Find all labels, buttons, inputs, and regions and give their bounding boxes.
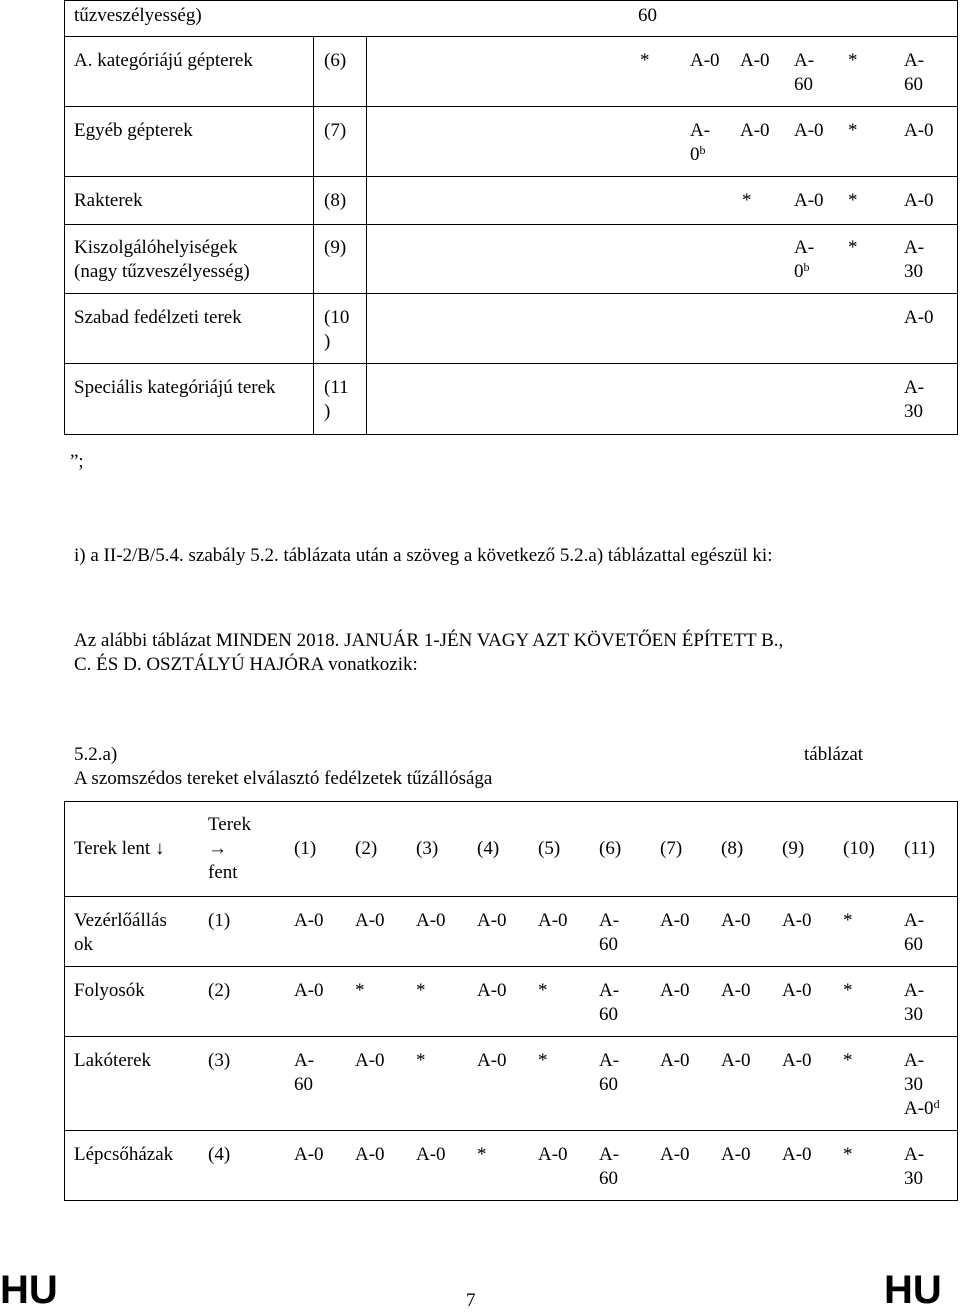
cell-value: A-0 [294, 1144, 324, 1165]
row-number: (9) [324, 237, 347, 258]
table-rule [957, 801, 958, 1200]
cell-value: * [416, 980, 426, 1001]
cell-value: * [640, 50, 650, 71]
cell-value: A-0 [477, 980, 507, 1001]
table-rule [64, 106, 958, 107]
table-rule [64, 801, 958, 802]
cell-value: * [843, 910, 853, 931]
row-label: A. kategóriájú gépterek [74, 50, 253, 71]
table-rule [64, 176, 958, 177]
cell-value: 60 [794, 74, 813, 95]
cell-value: A-0 [294, 980, 324, 1001]
column-header: (9) [782, 838, 805, 859]
cell-value: A- [690, 120, 711, 141]
cell-value: A-0 [477, 910, 507, 931]
header-spaces-below: Terek lent ↓ [74, 838, 165, 859]
cell-value: A-0 [660, 910, 690, 931]
cell-value: A-0 [721, 910, 751, 931]
cell-value: A-0 [660, 980, 690, 1001]
cell-value: 60 [599, 1168, 618, 1189]
page-number: 7 [466, 1290, 476, 1311]
cell-value: 60 [294, 1074, 313, 1095]
cell-value: A-0 [660, 1144, 690, 1165]
header-spaces-above: fent [208, 862, 238, 883]
cell-value: * [538, 1050, 548, 1071]
table-rule [64, 434, 958, 435]
row-label: Szabad fedélzeti terek [74, 307, 242, 328]
row-number: (10 [324, 307, 350, 328]
cell-value: * [538, 980, 548, 1001]
column-header: (10) [843, 838, 875, 859]
cell-value: A-0 [721, 1050, 751, 1071]
row-label: Lépcsőházak [74, 1144, 174, 1165]
applicability-text: Az alábbi táblázat MINDEN 2018. JANUÁR 1-JÉN VAGY AZT KÖVETŐEN ÉPÍTETT B., [74, 630, 784, 651]
table-title: A szomszédos tereket elválasztó fedélzetek tűzállósága [74, 768, 493, 789]
table-rule [64, 1036, 958, 1037]
table-rule [64, 36, 958, 37]
cell-value: A-0 [794, 120, 824, 141]
cell-value: * [843, 1144, 853, 1165]
cell-value: 60 [638, 5, 657, 26]
cell-value: * [477, 1144, 487, 1165]
cell-value: A-0 [782, 1144, 812, 1165]
applicability-text: C. ÉS D. OSZTÁLYÚ HAJÓRA vonatkozik: [74, 654, 418, 675]
row-number: ) [324, 401, 331, 422]
row-label: Kiszolgálóhelyiségek [74, 237, 238, 258]
cell-value: A- [904, 1050, 925, 1071]
cell-value: A-0 [904, 307, 934, 328]
cell-value: A- [904, 50, 925, 71]
cell-value: A-0 [355, 1144, 385, 1165]
cell-value: A- [904, 377, 925, 398]
cell-value: A-0 [721, 980, 751, 1001]
table-id: 5.2.a) [74, 744, 118, 765]
cell-value: A-0 [782, 910, 812, 931]
cell-value: A- [794, 50, 815, 71]
cell-value: * [843, 1050, 853, 1071]
row-label: (nagy tűzveszélyesség) [74, 261, 250, 282]
cell-value: A-0 [355, 910, 385, 931]
cell-value: * [843, 980, 853, 1001]
row-number: (3) [208, 1050, 231, 1071]
table-rule [64, 224, 958, 225]
column-header: (5) [538, 838, 561, 859]
cell-value: A-0$^d$ [904, 1097, 940, 1119]
cell-value: 0$^b$ [794, 260, 810, 282]
cell-value: 30 [904, 401, 923, 422]
cell-value: A-0 [794, 190, 824, 211]
cell-value: A- [599, 1050, 620, 1071]
cell-value: 30 [904, 1004, 923, 1025]
cell-value: A- [599, 910, 620, 931]
table-rule [64, 896, 958, 897]
cell-value: A-0 [416, 1144, 446, 1165]
cell-value: 60 [599, 934, 618, 955]
table-rule [64, 801, 65, 1200]
row-label: Lakóterek [74, 1050, 152, 1071]
table-rule [313, 36, 314, 434]
row-number: (2) [208, 980, 231, 1001]
cell-value: 60 [599, 1004, 618, 1025]
cell-value: A-0 [538, 1144, 568, 1165]
row-number: (1) [208, 910, 231, 931]
cell-value: * [848, 237, 858, 258]
column-header: (6) [599, 838, 622, 859]
table-rule [64, 966, 958, 967]
cell-value: A-0 [721, 1144, 751, 1165]
cell-value: A-0 [416, 910, 446, 931]
column-header: (4) [477, 838, 500, 859]
row-label: Speciális kategóriájú terek [74, 377, 276, 398]
cell-value: A- [794, 237, 815, 258]
row-label: Rakterek [74, 190, 143, 211]
row-label: Egyéb gépterek [74, 120, 193, 141]
table-rule [957, 0, 958, 434]
cell-value: A- [904, 1144, 925, 1165]
cell-value: 30 [904, 261, 923, 282]
header-spaces-above: Terek [208, 814, 251, 835]
arrow-right-icon: → [208, 838, 227, 859]
cell-value: 60 [904, 934, 923, 955]
column-header: (2) [355, 838, 378, 859]
footer-country-right: HU [884, 1268, 942, 1312]
table-rule [64, 0, 65, 434]
table-rule [64, 0, 958, 1]
cell-value: 60 [904, 74, 923, 95]
row-number: (8) [324, 190, 347, 211]
cell-value: 60 [599, 1074, 618, 1095]
cell-value: * [848, 50, 858, 71]
cell-value: A-0 [782, 1050, 812, 1071]
cell-value: A-0 [782, 980, 812, 1001]
cell-value: A- [599, 980, 620, 1001]
row-number: (11 [324, 377, 349, 398]
cell-value: * [848, 120, 858, 141]
column-header: (1) [294, 838, 317, 859]
cell-value: A-0 [477, 1050, 507, 1071]
cell-value: A- [904, 910, 925, 931]
column-header: (11) [904, 838, 935, 859]
row-number: (7) [324, 120, 347, 141]
row-label: ok [74, 934, 93, 955]
cell-value: 30 [904, 1074, 923, 1095]
cell-value: * [416, 1050, 426, 1071]
cell-value: A-0 [740, 120, 770, 141]
amendment-paragraph: i) a II-2/B/5.4. szabály 5.2. táblázata után a szöveg a következő 5.2.a) táblázattal egészül ki: [74, 545, 773, 566]
table-word: táblázat [804, 744, 864, 765]
cell-value: A-0 [294, 910, 324, 931]
table-rule [64, 1200, 958, 1201]
table-rule [64, 363, 958, 364]
row-number: (4) [208, 1144, 231, 1165]
row-label: Folyosók [74, 980, 145, 1001]
cell-value: A- [294, 1050, 315, 1071]
cell-value: 30 [904, 1168, 923, 1189]
cell-value: * [742, 190, 752, 211]
cell-value: 0$^b$ [690, 143, 706, 165]
row-number: (6) [324, 50, 347, 71]
row-number: ) [324, 331, 331, 352]
cell-value: A- [904, 980, 925, 1001]
table-rule [64, 1130, 958, 1131]
column-header: (3) [416, 838, 439, 859]
row-label: Vezérlőállás [74, 910, 167, 931]
row-label: tűzveszélyesség) [74, 5, 202, 26]
cell-value: A-0 [904, 190, 934, 211]
table-rule [366, 36, 367, 434]
cell-value: A-0 [740, 50, 770, 71]
column-header: (8) [721, 838, 744, 859]
cell-value: A-0 [538, 910, 568, 931]
cell-value: A-0 [904, 120, 934, 141]
cell-value: * [848, 190, 858, 211]
closing-quote: ”; [70, 451, 84, 472]
cell-value: A-0 [660, 1050, 690, 1071]
cell-value: A-0 [355, 1050, 385, 1071]
cell-value: A- [904, 237, 925, 258]
cell-value: A- [599, 1144, 620, 1165]
cell-value: A-0 [690, 50, 720, 71]
table-rule [64, 293, 958, 294]
footer-country-left: HU [0, 1268, 58, 1312]
column-header: (7) [660, 838, 683, 859]
cell-value: * [355, 980, 365, 1001]
